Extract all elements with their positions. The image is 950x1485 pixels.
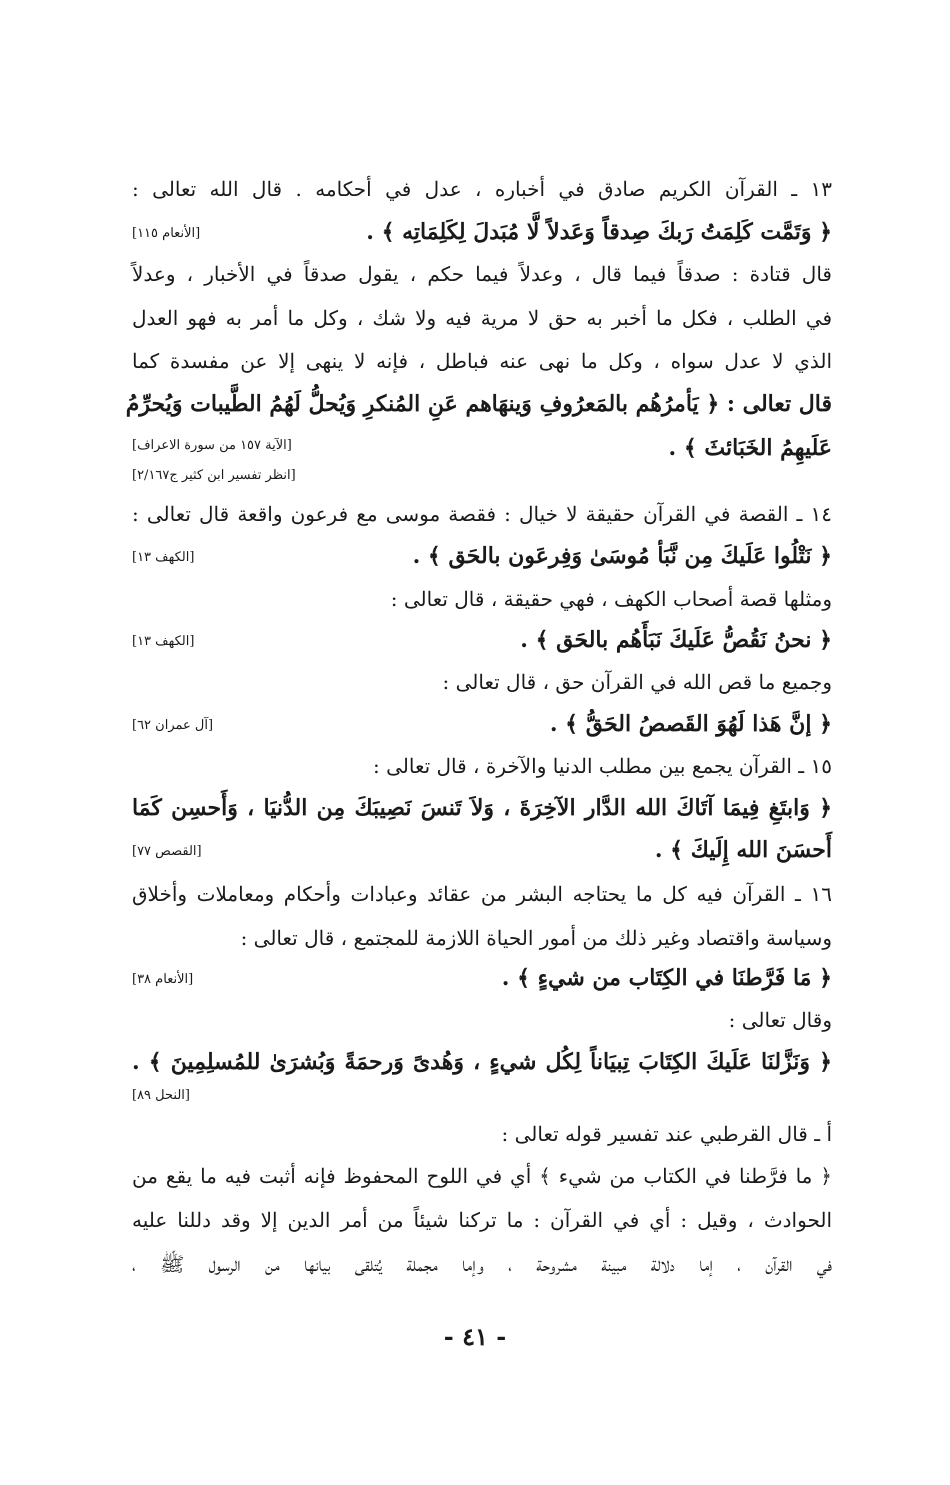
quran-verse: ﴿ وَتَمَّت كَلِمَتُ رَبكَ صِدقاً وَعَدلاً لَّا مُبَدلَ لِكَلِمَاتِه ﴾ . <box>366 219 832 245</box>
verse-reference: [آل عمران ٦٢] <box>132 718 214 733</box>
verse-reference: [الكهف ١٣] <box>132 550 195 565</box>
text-line: ١٥ ـ القرآن يجمع بين مطلب الدنيا والآخرة ، قال تعالى : <box>372 754 832 778</box>
page-number: - ٤١ - <box>443 1322 507 1351</box>
quran-verse: ﴿ نَتْلُوا عَلَيكَ مِن نَّبَأ مُوسَىٰ وَفِرعَون بالحَق ﴾ . <box>412 543 832 569</box>
text-line: قال تعالى : ﴿ يَأمرُهُم بالمَعرُوفِ وَينهَاهم عَنِ المُنكرِ وَيُحلُّ لَهُمُ الطَّيبات وَيُحرِّمُ <box>125 391 832 417</box>
text-line: في الطلب ، فكل ما أخبر به حق لا مرية فيه ولا شك ، وكل ما أمر به فهو العدل <box>132 306 832 330</box>
verse-reference: [القصص ٧٧] <box>132 844 202 859</box>
text-line: في القرآن ، إما دلالة مبينة مشروحة ، وإما مجملة يُتلقى بيانها من الرسول ﷺ ، <box>132 1252 832 1276</box>
quran-verse: أَحسَنَ الله إِلَيكَ ﴾ . <box>654 837 832 863</box>
text-line: وسياسة واقتصاد وغير ذلك من أمور الحياة اللازمة للمجتمع ، قال تعالى : <box>240 926 832 950</box>
quran-verse: ﴿ وَابتَغِ فِيمَا آتَاكَ الله الدَّار الآخِرَةَ ، وَلاَ تَنسَ نَصِيبَكَ مِن الدُّنيَا ، وَأَحسِن كَمَا <box>132 795 832 821</box>
quran-verse: ﴿ إنَّ هَذا لَهُوَ القَصصُ الحَقُّ ﴾ . <box>549 711 832 737</box>
text-line: وجميع ما قص الله في القرآن حق ، قال تعالى : <box>442 670 832 694</box>
quran-verse: ﴿ نحنُ نَقُصُّ عَلَيكَ نَبَأَهُم بالحَق ﴾ . <box>520 627 832 653</box>
verse-reference: [الأنعام ١١٥] <box>132 226 201 241</box>
source-reference: [انظر تفسير ابن كثير ج٢/١٦٧] <box>132 468 296 483</box>
text-line: أ ـ قال القرطبي عند تفسير قوله تعالى : <box>501 1122 832 1146</box>
text-line: ١٣ ـ القرآن الكريم صادق في أخباره ، عدل في أحكامه . قال الله تعالى : <box>132 177 832 201</box>
quran-verse: ﴿ مَا فَرَّطنَا في الكِتَاب من شيءٍ ﴾ . <box>501 965 832 991</box>
verse-reference: [النحل ٨٩] <box>132 1088 190 1103</box>
text-line: قال قتادة : صدقاً فيما قال ، وعدلاً فيما حكم ، يقول صدقاً في الأخبار ، وعدلاً <box>132 262 832 286</box>
verse-reference: [الكهف ١٣] <box>132 634 195 649</box>
text-line: الحوادث ، وقيل : أي في القرآن : ما تركنا شيئاً من أمر الدين إلا وقد دللنا عليه <box>132 1208 832 1232</box>
text-line: ومثلها قصة أصحاب الكهف ، فهي حقيقة ، قال تعالى : <box>390 587 832 611</box>
verse-reference: [الأنعام ٣٨] <box>132 972 194 987</box>
text-line: الذي لا عدل سواه ، وكل ما نهى عنه فباطل ، فإنه لا ينهى إلا عن مفسدة كما <box>132 349 832 373</box>
text-line: وقال تعالى : <box>728 1008 832 1032</box>
verse-reference: [الآية ١٥٧ من سورة الاعراف] <box>132 438 292 453</box>
quran-verse: ﴿ وَنَزَّلنَا عَلَيكَ الكِتَابَ تِبيَاناً لِكُل شيءٍ ، وَهُدىً وَرحمَةً وَبُشرَىٰ للمُسلِمِينَ ﴾ . <box>132 1049 832 1075</box>
text-line: ﴿ ما فرَّطنا في الكتاب من شيء ﴾ أي في اللوح المحفوظ فإنه أثبت فيه ما يقع من <box>132 1164 832 1188</box>
text-line: ١٤ ـ القصة في القرآن حقيقة لا خيال : فقصة موسى مع فرعون واقعة قال تعالى : <box>132 502 832 526</box>
text-line: ١٦ ـ القرآن فيه كل ما يحتاجه البشر من عقائد وعبادات وأحكام ومعاملات وأخلاق <box>132 882 832 906</box>
quran-verse: عَلَيهِمُ الخَبَائثَ ﴾ . <box>668 435 832 461</box>
